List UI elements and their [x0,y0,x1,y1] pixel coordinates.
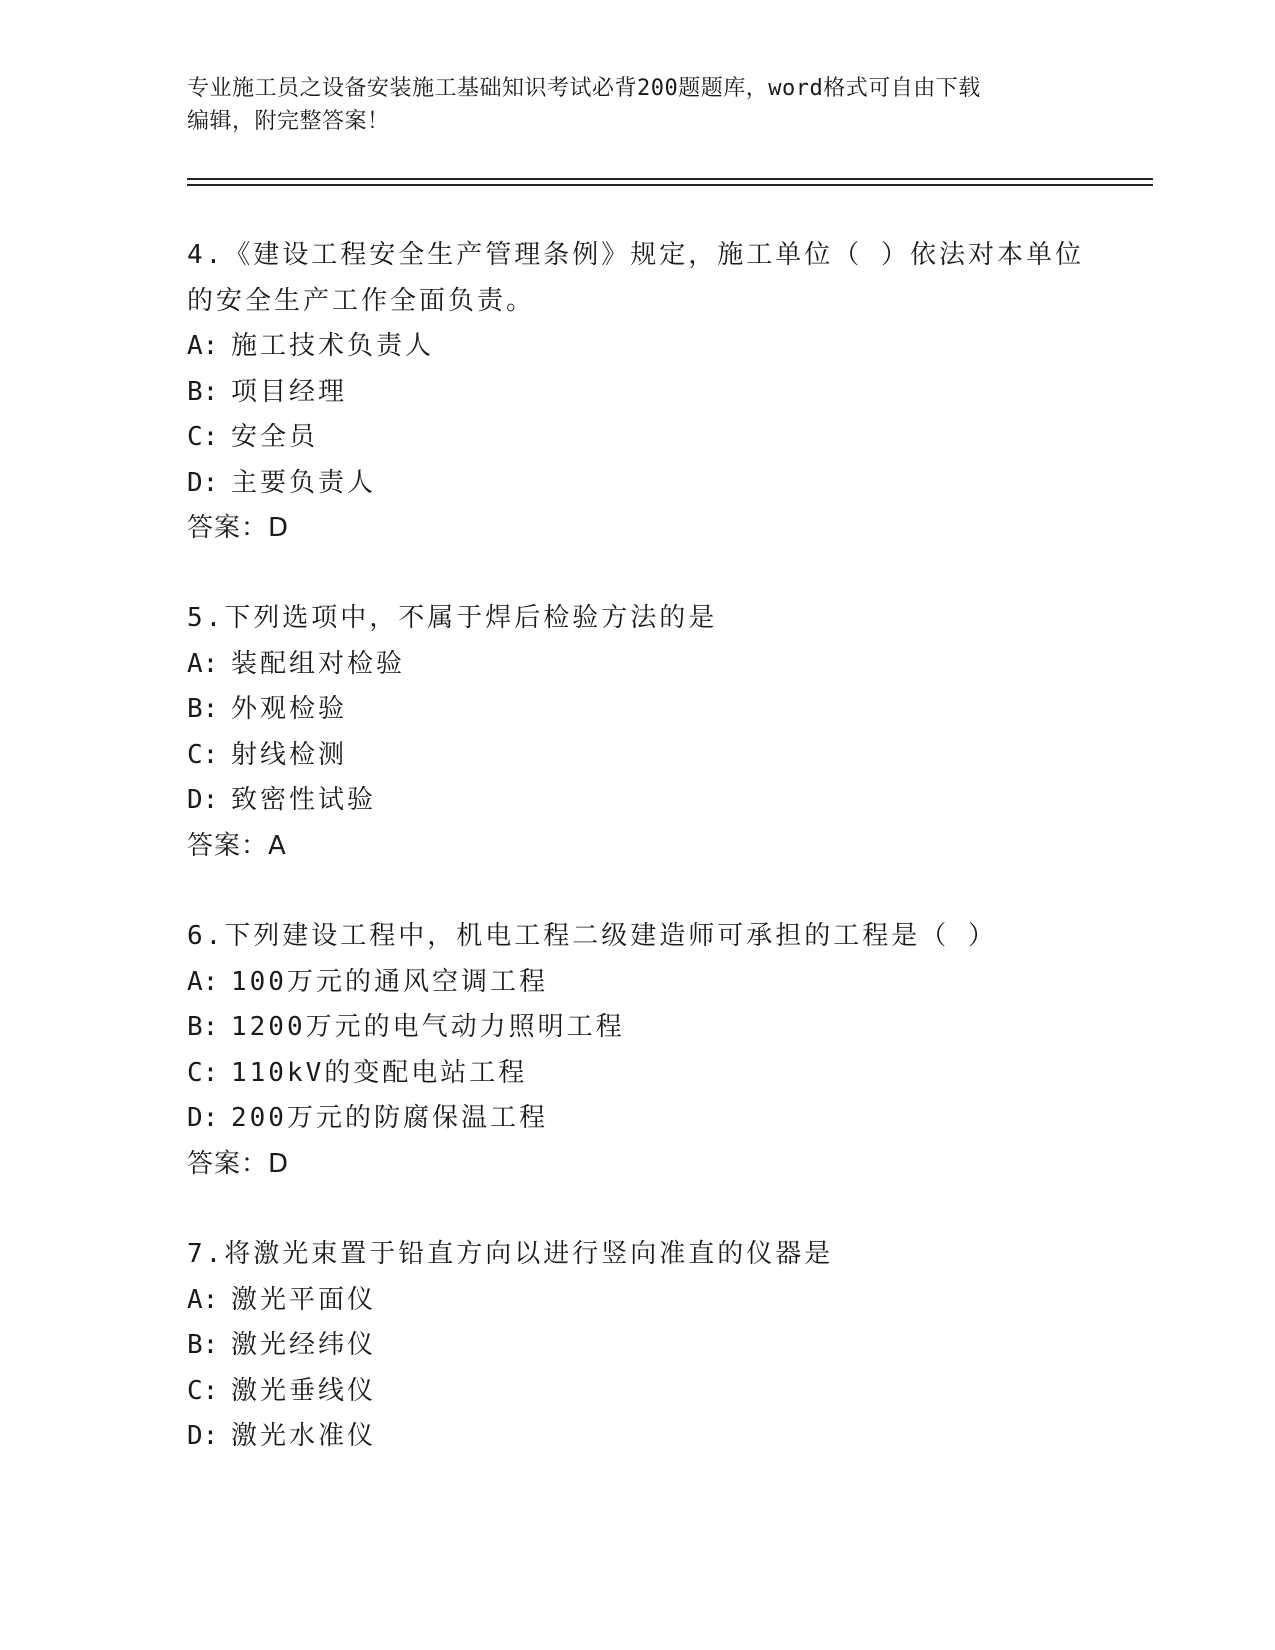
option-letter: C: [187,1375,219,1406]
answer-label: 答案：D [187,513,290,543]
option-letter: C: [187,422,219,452]
option-text: 致密性试验 [231,785,377,815]
option-text: 项目经理 [231,376,348,407]
question-7 [187,1232,1087,1460]
option-text: 外观检验 [231,694,348,724]
option-text: 装配组对检验 [231,648,406,679]
option-d [187,461,1087,507]
option-letter: D: [187,1103,219,1133]
option-letter: B: [187,1012,219,1042]
option-d [187,1414,1087,1460]
option-letter: C: [187,739,219,770]
option-letter: B: [187,694,219,724]
option-letter: A: [187,1284,219,1315]
question-text: 7.将激光束置于铅直方向以进行竖向准直的仪器是 [187,1239,834,1269]
option-text: 200万元的防腐保温工程 [231,1103,548,1133]
option-letter: B: [187,1330,219,1360]
option-letter: B: [187,376,219,407]
option-text: 激光垂线仪 [231,1375,377,1406]
document-header [187,72,1067,138]
option-letter: D: [187,785,219,815]
option-text: 激光平面仪 [231,1284,377,1315]
option-text: 激光水准仪 [231,1421,377,1451]
question-text: 5.下列选项中，不属于焊后检验方法的是 [187,603,718,633]
option-letter: A: [187,331,219,361]
option-letter: C: [187,1057,219,1088]
option-text: 安全员 [231,422,319,452]
question-5 [187,596,1087,869]
option-text: 射线检测 [231,739,348,770]
answer-label: 答案：D [187,1148,290,1179]
option-text: 1200万元的电气动力照明工程 [231,1012,625,1042]
option-a [187,1278,1087,1324]
option-a [187,642,1087,688]
question-text: 4.《建设工程安全生产管理条例》规定，施工单位（ ）依法对本单位 [187,240,1084,270]
header-line-1: 专业施工员之设备安装施工基础知识考试必背200题题库，word格式可自由下载 [187,76,981,101]
option-letter: A: [187,966,219,997]
option-letter: D: [187,1421,219,1451]
option-c [187,415,1087,461]
option-c [187,733,1087,779]
option-d [187,778,1087,824]
question-4 [187,233,1087,552]
option-c [187,1369,1087,1415]
option-text: 激光经纬仪 [231,1330,377,1360]
header-line-2: 编辑，附完整答案！ [187,109,390,134]
option-a [187,960,1087,1006]
option-b [187,1005,1087,1051]
option-b [187,687,1087,733]
question-text-continued: 的安全生产工作全面负责。 [187,285,536,316]
header-divider-top [187,178,1153,180]
answer-label: 答案：A [187,830,287,861]
option-d [187,1096,1087,1142]
option-text: 100万元的通风空调工程 [231,966,548,997]
option-text: 110kV的变配电站工程 [231,1057,528,1088]
option-text: 施工技术负责人 [231,331,435,361]
option-a [187,324,1087,370]
question-6 [187,914,1087,1187]
option-text: 主要负责人 [231,467,377,498]
header-divider-bottom [187,184,1153,186]
option-b [187,1323,1087,1369]
option-letter: A: [187,648,219,679]
option-c [187,1051,1087,1097]
option-b [187,370,1087,416]
option-letter: D: [187,467,219,498]
question-text: 6.下列建设工程中，机电工程二级建造师可承担的工程是（ ） [187,921,997,951]
